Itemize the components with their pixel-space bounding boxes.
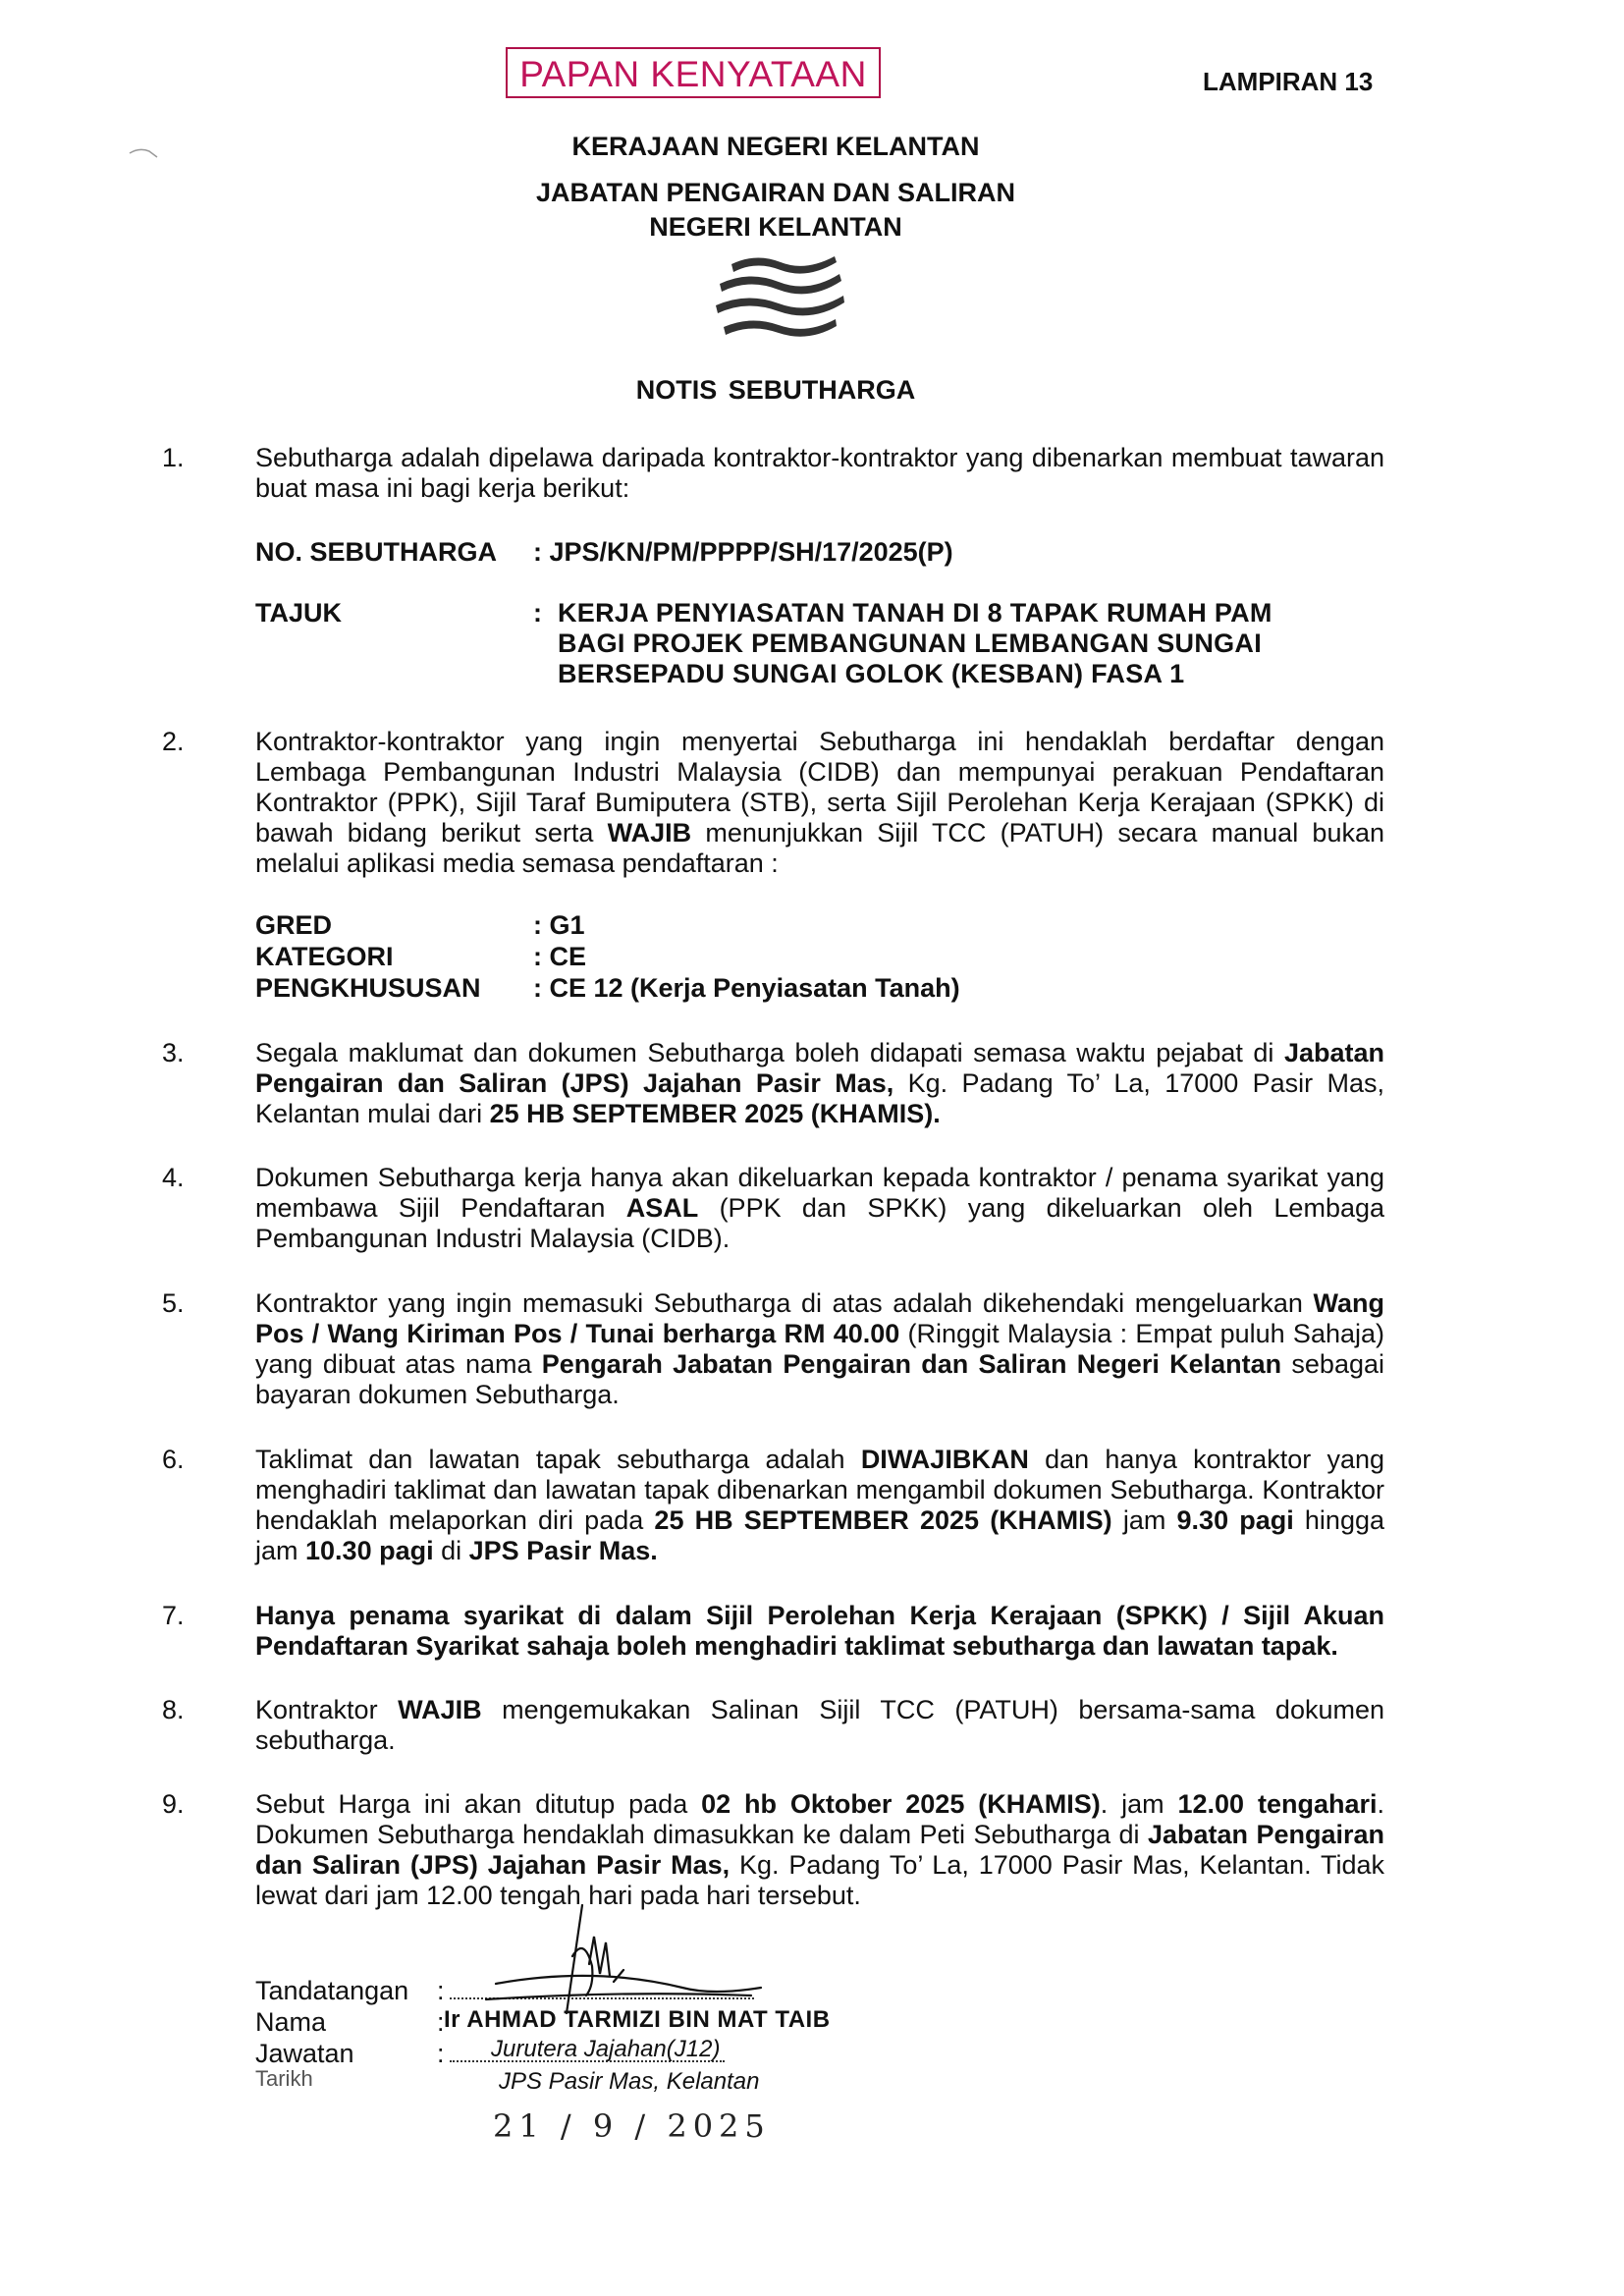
no-sebutharga-value: : JPS/KN/PM/PPPP/SH/17/2025(P) xyxy=(533,537,953,567)
item-2-number: 2. xyxy=(162,727,185,756)
item-6-text: Taklimat dan lawatan tapak sebutharga adalah DIWAJIBKAN dan hanya kontraktor yang menghadiri taklimat dan lawatan tapak dibenarkan mengambil dokumen Sebutharga. Kontraktor hendaklah melaporkan diri pada 25 HB SEPTEMBER 2025 (KHAMIS) jam 9.30 pagi hingga jam 10.30 pagi di JPS Pasir Mas. xyxy=(255,1445,1384,1565)
nama-label: Nama xyxy=(255,2007,327,2037)
jps-wave-logo-icon xyxy=(712,250,849,349)
handwritten-date: 21 / 9 / 2025 xyxy=(493,2107,771,2145)
item-5-text: Kontraktor yang ingin memasuki Sebutharga di atas adalah dikehendaki mengeluarkan Wang Pos / Wang Kiriman Pos / Tunai berharga RM 40.00 (Ringgit Malaysia : Empat puluh Sahaja) yang dibuat atas nama Pengarah Jabatan Pengairan dan Saliran Negeri Kelantan sebagai bayaran dokumen Sebutharga. xyxy=(255,1288,1384,1409)
item-7-text: Hanya penama syarikat di dalam Sijil Perolehan Kerja Kerajaan (SPKK) / Sijil Akuan Pendaftaran Syarikat sahaja boleh menghadiri taklimat sebutharga dan lawatan tapak. xyxy=(255,1601,1384,1661)
tandatangan-colon: : xyxy=(437,1976,445,2005)
item-9-text: Sebut Harga ini akan ditutup pada 02 hb Oktober 2025 (KHAMIS). jam 12.00 tengahari. Dokumen Sebutharga hendaklah dimasukkan ke dalam Peti Sebutharga di Jabatan Pengairan dan Saliran (JPS) Jajahan Pasir Mas, Kg. Padang To’ La, 17000 Pasir Mas, Kelantan. Tidak lewat dari jam 12.00 tengah hari pada hari tersebut. xyxy=(255,1789,1384,1910)
header-kerajaan: KERAJAAN NEGERI KELANTAN xyxy=(571,132,980,161)
item-4-number: 4. xyxy=(162,1163,185,1192)
tajuk-label: TAJUK xyxy=(255,598,343,628)
item-7-number: 7. xyxy=(162,1601,185,1630)
item-2-text: Kontraktor-kontraktor yang ingin menyertai Sebutharga ini hendaklah berdaftar dengan Lembaga Pembangunan Industri Malaysia (CIDB) dan mempunyai perakuan Pendaftaran Kontraktor (PPK), Sijil Taraf Bumiputera (STB), serta Sijil Perolehan Kerja Kerajaan (SPKK) di bawah bidang berikut serta WAJIB menunjukkan Sijil TCC (PATUH) secara manual bukan melalui aplikasi media semasa pendaftaran : xyxy=(255,727,1384,878)
tajuk-value: KERJA PENYIASATAN TANAH DI 8 TAPAK RUMAH PAM BAGI PROJEK PEMBANGUNAN LEMBANGAN SUNGAI BERSEPADU SUNGAI GOLOK (KESBAN) FASA 1 xyxy=(558,598,1272,688)
item-8-text: Kontraktor WAJIB mengemukakan Salinan Sijil TCC (PATUH) bersama-sama dokumen sebutharga. xyxy=(255,1695,1385,1755)
pengkhususan-label: PENGKHUSUSAN xyxy=(255,973,481,1003)
item-3-text: Segala maklumat dan dokumen Sebutharga boleh didapati semasa waktu pejabat di Jabatan Pengairan dan Saliran (JPS) Jajahan Pasir Mas, Kg. Padang To’ La, 17000 Pasir Mas, Kelantan mulai dari 25 HB SEPTEMBER 2025 (KHAMIS). xyxy=(255,1038,1384,1128)
header-jabatan: JABATAN PENGAIRAN DAN SALIRAN xyxy=(535,178,1015,207)
lampiran-label: LAMPIRAN 13 xyxy=(1203,67,1374,96)
tandatangan-label: Tandatangan xyxy=(255,1976,409,2005)
item-8-number: 8. xyxy=(162,1695,185,1724)
notice-title: NOTIS SEBUTHARGA xyxy=(635,375,916,405)
kategori-value: : CE xyxy=(533,942,586,971)
nama-colon: : xyxy=(437,2007,445,2037)
item-9-number: 9. xyxy=(162,1789,185,1819)
item-4-text: Dokumen Sebutharga kerja hanya akan dikeluarkan kepada kontraktor / penama syarikat yang membawa Sijil Pendaftaran ASAL (PPK dan SPKK) yang dikeluarkan oleh Lembaga Pembangunan Industri Malaysia (CIDB). xyxy=(255,1163,1385,1253)
item-6-number: 6. xyxy=(162,1445,185,1474)
tarikh-label: Tarikh xyxy=(255,2066,313,2091)
item-1-text: Sebutharga adalah dipelawa daripada kontraktor-kontraktor yang dibenarkan membuat tawaran buat masa ini bagi kerja berikut: xyxy=(255,443,1384,503)
item-1-number: 1. xyxy=(162,443,185,472)
pengkhususan-value: : CE 12 (Kerja Penyiasatan Tanah) xyxy=(533,973,960,1003)
signatory-post: Jurutera Jajahan(J12) xyxy=(491,2036,721,2062)
jawatan-colon: : xyxy=(437,2039,445,2068)
signatory-office: JPS Pasir Mas, Kelantan xyxy=(499,2068,760,2095)
signatory-name: Ir AHMAD TARMIZI BIN MAT TAIB xyxy=(444,2006,831,2033)
no-sebutharga-label: NO. SEBUTHARGA xyxy=(255,537,498,567)
item-5-number: 5. xyxy=(162,1288,185,1318)
gred-value: : G1 xyxy=(533,910,585,940)
jawatan-label: Jawatan xyxy=(255,2039,354,2068)
kategori-label: KATEGORI xyxy=(255,942,394,971)
papan-kenyataan-stamp: PAPAN KENYATAAN xyxy=(506,47,881,98)
tajuk-colon: : xyxy=(533,598,542,628)
gred-label: GRED xyxy=(255,910,333,940)
item-3-number: 3. xyxy=(162,1038,185,1067)
header-negeri: NEGERI KELANTAN xyxy=(649,212,902,242)
